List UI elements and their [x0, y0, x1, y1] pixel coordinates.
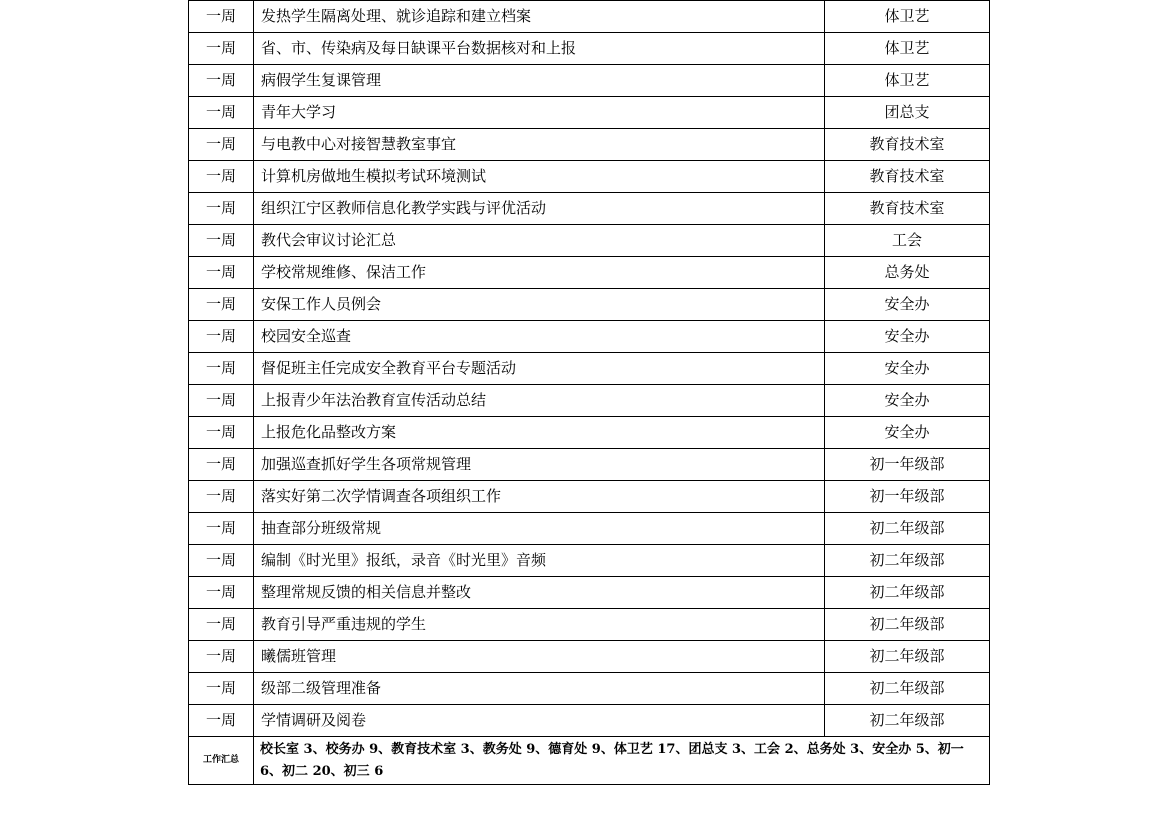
department-cell: 体卫艺 — [825, 33, 990, 65]
department-cell: 教育技术室 — [825, 161, 990, 193]
table-row — [189, 577, 990, 609]
time-cell: 一周 — [189, 1, 254, 33]
summary-label: 工作汇总 — [189, 737, 254, 785]
time-cell: 一周 — [189, 353, 254, 385]
task-cell: 落实好第二次学情调查各项组织工作 — [254, 481, 825, 513]
time-cell: 一周 — [189, 129, 254, 161]
time-cell: 一周 — [189, 641, 254, 673]
task-cell: 青年大学习 — [254, 97, 825, 129]
table-row — [189, 545, 990, 577]
task-cell: 学校常规维修、保洁工作 — [254, 257, 825, 289]
time-cell: 一周 — [189, 673, 254, 705]
task-cell: 上报青少年法治教育宣传活动总结 — [254, 385, 825, 417]
time-cell: 一周 — [189, 449, 254, 481]
department-cell: 初二年级部 — [825, 641, 990, 673]
time-cell: 一周 — [189, 545, 254, 577]
table-row — [189, 161, 990, 193]
department-cell: 初二年级部 — [825, 705, 990, 737]
table-row — [189, 641, 990, 673]
department-cell: 初二年级部 — [825, 673, 990, 705]
task-cell: 级部二级管理准备 — [254, 673, 825, 705]
task-cell: 编制《时光里》报纸，录音《时光里》音频 — [254, 545, 825, 577]
task-cell: 加强巡查抓好学生各项常规管理 — [254, 449, 825, 481]
department-cell: 初二年级部 — [825, 545, 990, 577]
department-cell: 体卫艺 — [825, 1, 990, 33]
table-row — [189, 257, 990, 289]
time-cell: 一周 — [189, 257, 254, 289]
work-schedule-table — [188, 0, 990, 785]
table-row — [189, 97, 990, 129]
department-cell: 初二年级部 — [825, 577, 990, 609]
task-cell: 病假学生复课管理 — [254, 65, 825, 97]
table-row — [189, 481, 990, 513]
time-cell: 一周 — [189, 161, 254, 193]
summary-row — [189, 737, 990, 785]
table-row — [189, 417, 990, 449]
task-cell: 教育引导严重违规的学生 — [254, 609, 825, 641]
task-cell: 省、市、传染病及每日缺课平台数据核对和上报 — [254, 33, 825, 65]
task-cell: 组织江宁区教师信息化教学实践与评优活动 — [254, 193, 825, 225]
task-cell: 发热学生隔离处理、就诊追踪和建立档案 — [254, 1, 825, 33]
table-row — [189, 129, 990, 161]
time-cell: 一周 — [189, 193, 254, 225]
time-cell: 一周 — [189, 417, 254, 449]
department-cell: 初二年级部 — [825, 513, 990, 545]
table-row — [189, 609, 990, 641]
department-cell: 初一年级部 — [825, 481, 990, 513]
task-cell: 校园安全巡查 — [254, 321, 825, 353]
summary-text: 校长室 3、校务办 9、教育技术室 3、教务处 9、德育处 9、体卫艺 17、团总支 3、工会 2、总务处 3、安全办 5、初一6、初二 20、初三 6 — [254, 737, 990, 785]
table-row — [189, 385, 990, 417]
table-row — [189, 705, 990, 737]
time-cell: 一周 — [189, 481, 254, 513]
table-row — [189, 1, 990, 33]
time-cell: 一周 — [189, 577, 254, 609]
work-schedule-body — [189, 1, 990, 785]
time-cell: 一周 — [189, 225, 254, 257]
department-cell: 安全办 — [825, 353, 990, 385]
time-cell: 一周 — [189, 321, 254, 353]
department-cell: 安全办 — [825, 417, 990, 449]
department-cell: 安全办 — [825, 321, 990, 353]
task-cell: 整理常规反馈的相关信息并整改 — [254, 577, 825, 609]
department-cell: 安全办 — [825, 385, 990, 417]
table-row — [189, 673, 990, 705]
table-row — [189, 65, 990, 97]
task-cell: 曦儒班管理 — [254, 641, 825, 673]
department-cell: 初一年级部 — [825, 449, 990, 481]
task-cell: 抽查部分班级常规 — [254, 513, 825, 545]
table-row — [189, 321, 990, 353]
table-row — [189, 513, 990, 545]
department-cell: 总务处 — [825, 257, 990, 289]
task-cell: 安保工作人员例会 — [254, 289, 825, 321]
department-cell: 安全办 — [825, 289, 990, 321]
department-cell: 工会 — [825, 225, 990, 257]
table-row — [189, 449, 990, 481]
table-row — [189, 33, 990, 65]
time-cell: 一周 — [189, 609, 254, 641]
task-cell: 计算机房做地生模拟考试环境测试 — [254, 161, 825, 193]
department-cell: 初二年级部 — [825, 609, 990, 641]
time-cell: 一周 — [189, 33, 254, 65]
department-cell: 教育技术室 — [825, 193, 990, 225]
task-cell: 上报危化品整改方案 — [254, 417, 825, 449]
time-cell: 一周 — [189, 513, 254, 545]
task-cell: 教代会审议讨论汇总 — [254, 225, 825, 257]
task-cell: 学情调研及阅卷 — [254, 705, 825, 737]
time-cell: 一周 — [189, 97, 254, 129]
table-row — [189, 353, 990, 385]
department-cell: 教育技术室 — [825, 129, 990, 161]
time-cell: 一周 — [189, 705, 254, 737]
table-row — [189, 289, 990, 321]
department-cell: 团总支 — [825, 97, 990, 129]
department-cell: 体卫艺 — [825, 65, 990, 97]
table-row — [189, 225, 990, 257]
table-row — [189, 193, 990, 225]
time-cell: 一周 — [189, 385, 254, 417]
time-cell: 一周 — [189, 65, 254, 97]
task-cell: 与电教中心对接智慧教室事宜 — [254, 129, 825, 161]
time-cell: 一周 — [189, 289, 254, 321]
task-cell: 督促班主任完成安全教育平台专题活动 — [254, 353, 825, 385]
